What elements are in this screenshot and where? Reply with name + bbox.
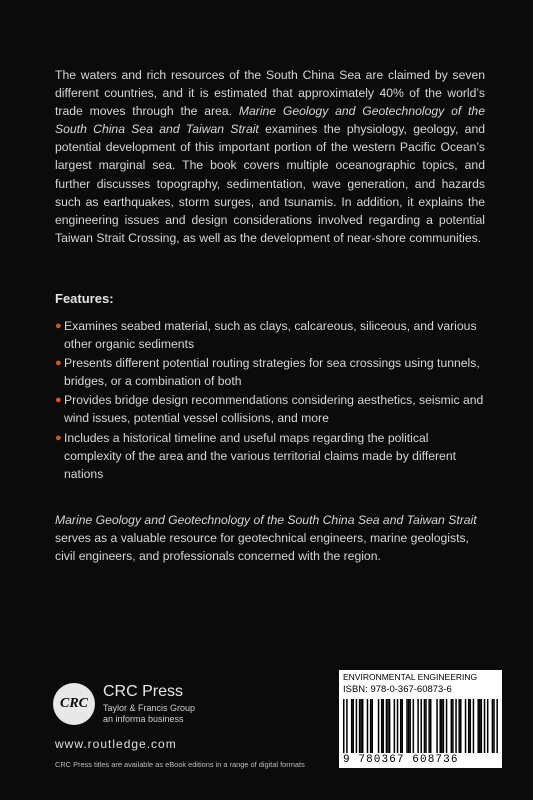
publisher-block: [53, 683, 283, 733]
description-paragraph: [55, 66, 485, 247]
features-heading: Features:: [55, 291, 114, 306]
description-text-1: The waters and rich resources of the South China Sea are claimed by seven different countries, and it is estimated that approximately 40% of the world’s trade moves through the area.: [55, 68, 485, 119]
closing-book-title: Marine Geology and Geotechnology of the South China Sea and Taiwan Strait: [55, 513, 477, 527]
features-list: [55, 317, 485, 484]
publisher-business: an informa business: [103, 714, 184, 724]
crc-logo-icon: CRC: [53, 683, 95, 725]
closing-paragraph: [55, 511, 485, 565]
bullet-icon: ●: [55, 320, 62, 332]
publisher-group: Taylor & Francis Group: [103, 703, 196, 713]
bullet-icon: ●: [55, 357, 62, 370]
barcode-digits: 9 780367 608736: [343, 754, 459, 766]
barcode-icon: [343, 699, 498, 753]
publisher-name: CRC Press: [103, 683, 184, 700]
isbn-number: ISBN: 978-0-367-60873-6: [343, 684, 452, 695]
isbn-barcode: [339, 670, 502, 768]
subject-category: ENVIRONMENTAL ENGINEERING: [343, 672, 478, 682]
feature-item: ● Presents different potential routing strategies for sea crossings using tunnels, bridges, or a combination of both: [55, 356, 480, 389]
feature-item: ● Provides bridge design recommendations considering aesthetics, seismic and wind issues, potential vessel collisions, and more: [55, 393, 484, 426]
ebook-note: CRC Press titles are available as eBook editions in a range of digital formats: [55, 760, 305, 769]
bullet-icon: ●: [55, 431, 62, 444]
feature-item: ● Includes a historical timeline and useful maps regarding the political complexity of the area and the various territorial claims made by different nations: [55, 430, 456, 481]
closing-text: serves as a valuable resource for geotechnical engineers, marine geologists, civil engineers, and professionals concerned with the region.: [55, 531, 469, 564]
publisher-url[interactable]: www.routledge.com: [55, 737, 177, 751]
description-text-2: examines the physiology, geology, and potential development of this important portion of the western Pacific Ocean’s largest marginal sea. The book covers multiple oceanographic topics, and further discusses topography, sedimentation, wave generation, and hazards such as earthquakes, storm surges, and tsunamis. In addition, it explains the engineering issues and design considerations involved regarding a potential Taiwan Strait Crossing, as well as the development of near-shore communities.: [55, 122, 485, 245]
bullet-icon: ●: [55, 394, 62, 407]
feature-item: ● Examines seabed material, such as clays, calcareous, siliceous, and various other organic sediments: [55, 319, 477, 352]
book-title-italic: Marine Geology and Geotechnology of the South China Sea and Taiwan Strait: [55, 104, 485, 137]
